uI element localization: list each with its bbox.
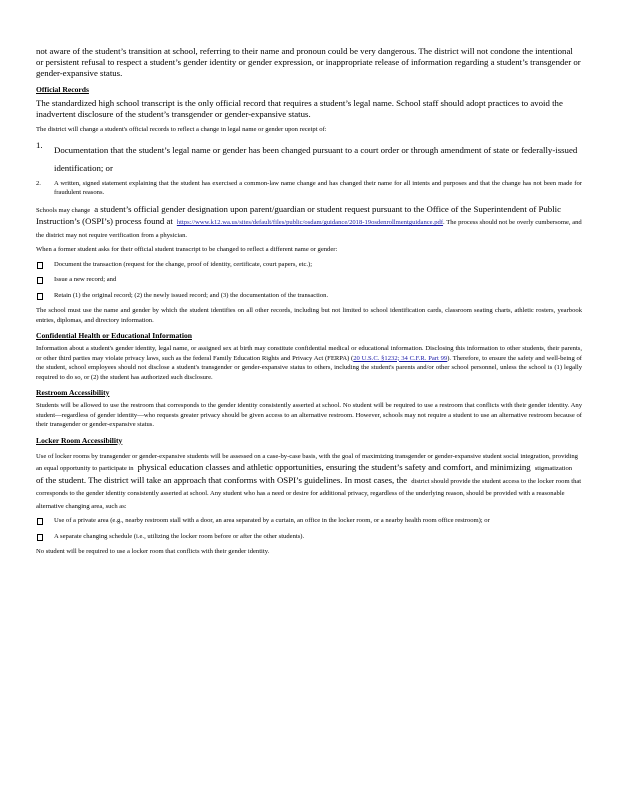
bullet-text: Retain (1) the original record; (2) the newly issued record; and (3) the documentation of the transaction. — [54, 291, 329, 299]
p3-main: a student’s official gender designation upon parent/guardian or student request pursuant to the Office of the Superintendent of Public Instruction’s (OSPI’s) process found at — [36, 203, 561, 226]
list-item — [36, 532, 582, 542]
official-records-heading: Official Records — [36, 85, 89, 94]
alternative-changing-options — [36, 516, 582, 541]
list-number: 2. — [36, 179, 41, 187]
checkbox-bullet-icon — [37, 262, 43, 269]
checkbox-bullet-icon — [37, 293, 43, 300]
official-records-p4: When a former student asks for their official student transcript to be changed to reflect a different name or gender: — [36, 246, 338, 253]
locker-room-heading: Locker Room Accessibility — [36, 435, 123, 445]
checkbox-bullet-icon — [37, 518, 43, 525]
locker-p1-b: physical education classes and athletic opportunities, ensuring the student’s safety and comfort, and minimizing — [137, 462, 531, 472]
records-change-list — [36, 140, 582, 198]
list-item — [36, 179, 582, 198]
restroom-heading: Restroom Accessibility — [36, 388, 110, 397]
ospi-guidance-link[interactable]: https://www.k12.wa.us/sites/default/files/public/osdam/guidance/2018-19osdenrollmentguidance.pdf — [176, 219, 444, 226]
list-item — [36, 275, 582, 285]
list-item — [36, 291, 582, 301]
p3-lead: Schools may change — [36, 206, 91, 214]
ferpa-citation-link[interactable]: 20 U.S.C. §1232; 34 C.F.R. Part 99 — [353, 354, 448, 362]
bullet-text: Issue a new record; and — [54, 276, 117, 283]
locker-room-p1 — [36, 449, 582, 512]
locker-p1-c: stigmatization — [534, 465, 573, 472]
official-records-p1: The standardized high school transcript is the only official record that requires a student’s legal name. School staff should adopt practices to avoid the inadvertent disclosure of the student’s transgender or gender-expansive status. — [36, 98, 563, 119]
p3-tail: . The process should not be overly cumbersome, and the district may not require verification from a physician. — [36, 219, 582, 239]
locker-p1-e: district should provide the student access to the locker room that corresponds to the gender identity consistently asserted at school. Any student who has a need or desire for additional privacy, regardless of the underlying reason, should be provided with a reasonable alternative changing area, such as: — [36, 477, 582, 510]
list-item — [36, 516, 582, 526]
official-records-p3 — [36, 203, 582, 241]
confidential-p1 — [36, 344, 582, 382]
confidential-p1-b: ). Therefore, to ensure the safety and well-being of the student, school employees should not disclose a student's transgender or gender-expansive status to others, including the student's parents and/or other school personnel, unless the school is (1) legally required to do so, or (2) the student has authorized such disclosure. — [36, 354, 583, 381]
list-text: A written, signed statement explaining that the student has exercised a common-law name change and has changed their name for all intents and purposes and that the change has not been made for fraudulent reasons. — [54, 179, 582, 196]
bullet-text: Document the transaction (request for the change, proof of identity, certificate, court papers, etc.); — [54, 260, 313, 268]
restroom-p1: Students will be allowed to use the restroom that corresponds to the gender identity consistently asserted at school. No student will be required to use a restroom that conflicts with their gender identity. Any student—regardless of gender identity—who requests greater privacy should be given access to an alternative restroom. However, schools may not require a student to use an alternative restroom because of their transgender or gender-expansive status. — [36, 402, 582, 428]
official-records-p5: The school must use the name and gender by which the student identifies on all other records, including but not limited to school identification cards, classroom seating charts, athletic rosters, yearbook entries, diplomas, and directory information. — [36, 307, 582, 324]
locker-p1-d: of the student. The district will take an approach that conforms with OSPI’s guidelines. In most cases, the — [36, 474, 408, 485]
locker-p1-a: Use of locker rooms by transgender or gender-expansive students will be assessed on a case-by-case basis, with the goal of maximizing transgender or gender-expansive student social integration, providing an equal opportunity to participate in — [36, 452, 578, 472]
list-text: Documentation that the student’s legal name or gender has been changed pursuant to a court order or through amendment of state or federally-issued identification; or — [54, 144, 578, 173]
intro-paragraph: not aware of the student’s transition at school, referring to their name and pronoun could be very dangerous. The district will not condone the intentional or persistent refusal to respect a student’s gender identity or gender expression, or inappropriate release of information regarding a student’s transgender or gender-expansive status. — [36, 46, 581, 78]
list-number: 1. — [36, 139, 43, 150]
checkbox-bullet-icon — [37, 534, 43, 541]
document-page — [36, 46, 582, 557]
bullet-text: Use of a private area (e.g., nearby restroom stall with a door, an area separated by a curtain, an office in the locker room, or a nearby health room office restroom); or — [54, 517, 490, 524]
locker-room-p2: No student will be required to use a locker room that conflicts with their gender identity. — [36, 548, 270, 555]
official-records-p2: The district will change a student's official records to reflect a change in legal name or gender upon receipt of: — [36, 126, 327, 133]
checkbox-bullet-icon — [37, 277, 43, 284]
list-item — [36, 260, 582, 270]
confidential-heading: Confidential Health or Educational Information — [36, 331, 192, 340]
former-student-steps — [36, 260, 582, 301]
confidential-p1-a: Information about a student's gender identity, legal name, or assigned sex at birth may constitute confidential medical or educational information. Disclosing this information to other students, their parents, or other third parties may violate privacy laws, such as the federal Family Education Rights and Privacy Act (FERPA) ( — [36, 345, 582, 362]
list-item — [36, 140, 582, 176]
bullet-text: A separate changing schedule (i.e., utilizing the locker room before or after the other students). — [54, 532, 305, 540]
